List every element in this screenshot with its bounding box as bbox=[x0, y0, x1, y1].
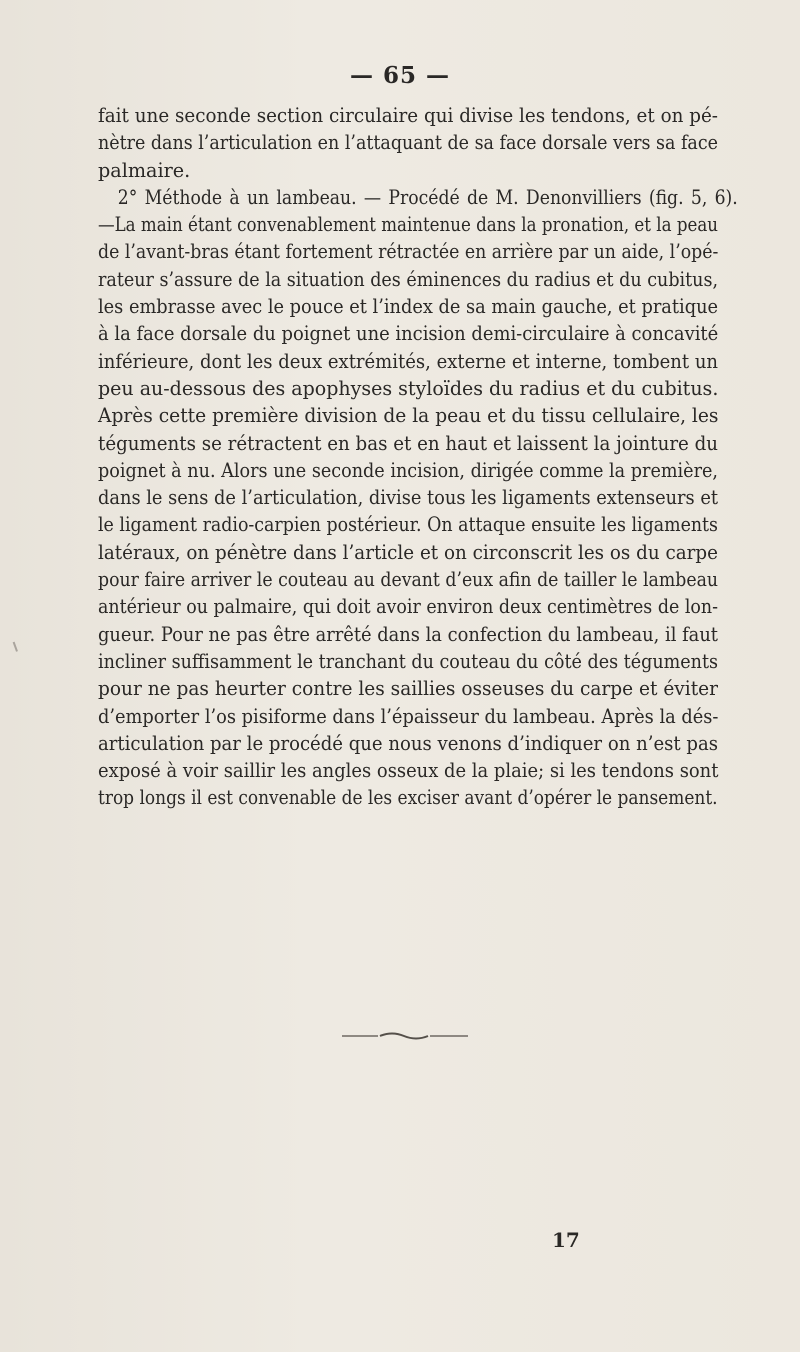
text-line: de l’avant-bras étant fortement rétractée en arrière par un aide, l’opé- bbox=[98, 240, 719, 264]
text-line: peu au-dessous des apophyses styloïdes du radius et du cubitus. bbox=[98, 376, 719, 400]
text-line: pour faire arriver le couteau au devant d’eux afin de tailler le lambeau bbox=[98, 568, 719, 592]
text-line: trop longs il est convenable de les exciser avant d’opérer le pansement. bbox=[98, 786, 718, 810]
section-heading-line: 2° Méthode à un lambeau. — Procédé de M. Denonvilliers (fig. 5, 6). bbox=[117, 185, 738, 209]
text-line: —La main étant convenablement maintenue dans la pronation, et la peau bbox=[98, 213, 718, 237]
margin-mark bbox=[13, 638, 28, 652]
text-line: rateur s’assure de la situation des éminences du radius et du cubitus, bbox=[98, 267, 719, 291]
text-line: latéraux, on pénètre dans l’article et on circonscrit les os du carpe bbox=[98, 540, 718, 564]
text-line: le ligament radio-carpien postérieur. On attaque ensuite les ligaments bbox=[98, 513, 718, 537]
text-line: incliner suffisamment le tranchant du couteau du côté des téguments bbox=[98, 649, 719, 673]
text-line: d’emporter l’os pisiforme dans l’épaisseur du lambeau. Après la dés- bbox=[98, 704, 719, 728]
text-line: inférieure, dont les deux extrémités, externe et interne, tombent un bbox=[98, 349, 719, 373]
text-line: Après cette première division de la peau et du tissu cellulaire, les bbox=[98, 404, 719, 428]
text-line: poignet à nu. Alors une seconde incision, dirigée comme la première, bbox=[98, 458, 719, 482]
page-number: — 65 — bbox=[349, 62, 451, 89]
text-line: à la face dorsale du poignet une incision demi-circulaire à concavité bbox=[98, 322, 719, 346]
text-line: téguments se rétractent en bas et en haut et laissent la jointure du bbox=[98, 431, 719, 455]
text-line: les embrasse avec le pouce et l’index de sa main gauche, et pratique bbox=[98, 295, 719, 319]
text-line: articulation par le procédé que nous venons d’indiquer on n’est pas bbox=[98, 731, 718, 755]
text-line: antérieur ou palmaire, qui doit avoir environ deux centimètres de lon- bbox=[98, 595, 719, 619]
text-line: fait une seconde section circulaire qui divise les tendons, et on pé- bbox=[98, 104, 718, 127]
text-line: palmaire. bbox=[98, 158, 191, 182]
text-line: exposé à voir saillir les angles osseux de la plaie; si les tendons sont bbox=[98, 759, 719, 783]
text-line: pour ne pas heurter contre les saillies osseuses du carpe et éviter bbox=[98, 677, 718, 701]
signature-mark: 17 bbox=[552, 1228, 580, 1252]
body-text bbox=[98, 102, 738, 812]
text-line: nètre dans l’articulation en l’attaquant de sa face dorsale vers sa face bbox=[98, 131, 718, 155]
text-line: gueur. Pour ne pas être arrêté dans la confection du lambeau, il faut bbox=[98, 622, 718, 646]
text-line: dans le sens de l’articulation, divise tous les ligaments extenseurs et bbox=[98, 486, 719, 510]
fleuron-ornament bbox=[340, 1030, 470, 1042]
